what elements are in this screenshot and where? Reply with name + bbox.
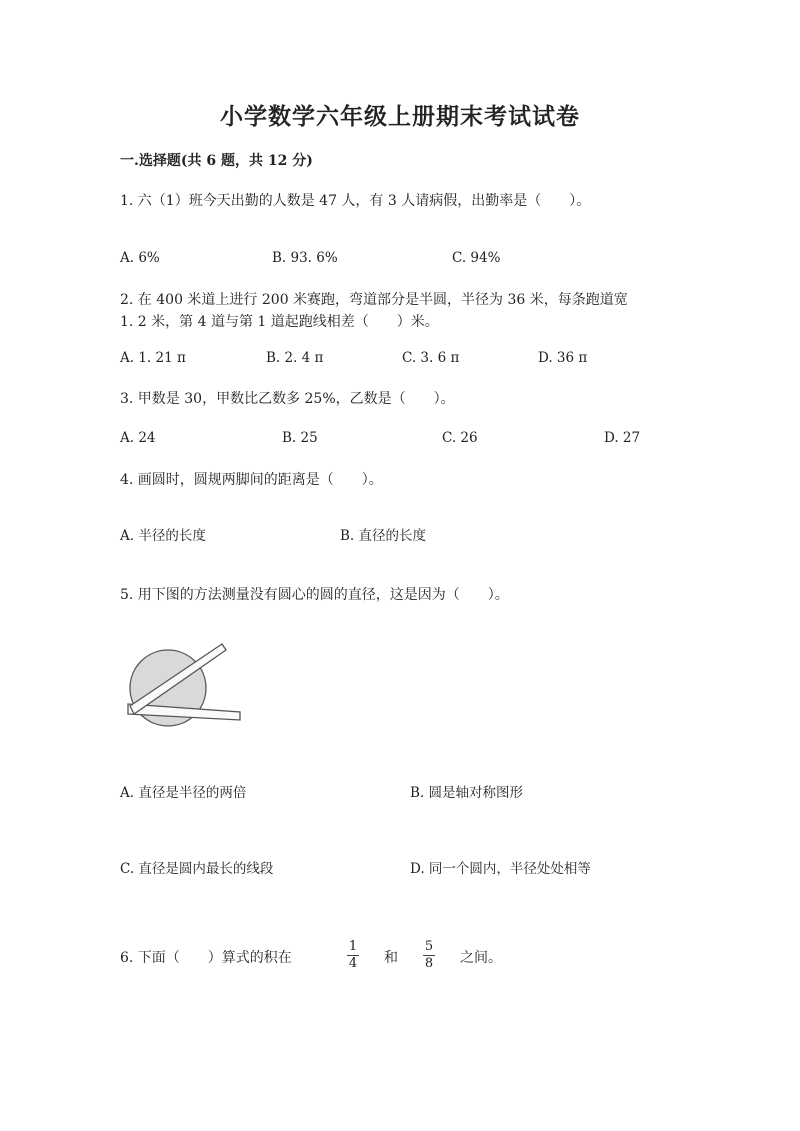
fraction-five-eighths: [422, 939, 436, 972]
question-1-option-a[interactable]: A. 6%: [120, 250, 160, 266]
page-title: 小学数学六年级上册期末考试试卷: [220, 103, 580, 130]
fraction-1-numerator: 1: [348, 939, 358, 954]
question-5-option-d[interactable]: D. 同一个圆内，半径处处相等: [410, 861, 591, 877]
question-2-option-a[interactable]: A. 1. 21 π: [120, 350, 186, 366]
question-1-option-b[interactable]: B. 93. 6%: [272, 250, 338, 266]
question-3-option-b[interactable]: B. 25: [282, 430, 318, 446]
fraction-2-denominator: 8: [424, 956, 434, 971]
question-1-option-c[interactable]: C. 94%: [452, 250, 501, 266]
question-3-option-d[interactable]: D. 27: [604, 430, 641, 446]
question-3-stem: 3. 甲数是 30，甲数比乙数多 25%，乙数是（ ）。: [120, 391, 455, 407]
question-1-stem: 1. 六（1）班今天出勤的人数是 47 人，有 3 人请病假，出勤率是（ ）。: [120, 193, 591, 209]
question-5-option-a[interactable]: A. 直径是半径的两倍: [120, 785, 247, 801]
question-4-option-b[interactable]: B. 直径的长度: [340, 528, 427, 544]
question-2-option-b[interactable]: B. 2. 4 π: [266, 350, 324, 366]
question-5-option-c[interactable]: C. 直径是圆内最长的线段: [120, 861, 274, 877]
question-6-stem-suffix: 之间。: [460, 950, 502, 966]
fraction-one-quarter: [346, 939, 360, 972]
section-heading: 一.选择题(共 6 题，共 12 分): [120, 153, 313, 169]
question-3-option-a[interactable]: A. 24: [120, 430, 156, 446]
question-4-stem: 4. 画圆时，圆规两脚间的距离是（ ）。: [120, 472, 383, 488]
circle-measurement-figure: [126, 640, 250, 740]
question-5-option-b[interactable]: B. 圆是轴对称图形: [410, 785, 524, 801]
question-2-option-c[interactable]: C. 3. 6 π: [402, 350, 460, 366]
fraction-1-denominator: 4: [348, 956, 358, 971]
question-2-stem-line-2: 1. 2 米，第 4 道与第 1 道起跑线相差（ ）米。: [120, 314, 439, 330]
question-3-option-c[interactable]: C. 26: [442, 430, 478, 446]
question-6-connector: 和: [384, 950, 398, 966]
question-5-stem: 5. 用下图的方法测量没有圆心的圆的直径，这是因为（ ）。: [120, 587, 509, 603]
question-6-stem-prefix: 6. 下面（ ）算式的积在: [120, 950, 292, 966]
question-2-option-d[interactable]: D. 36 π: [538, 350, 588, 366]
question-4-option-a[interactable]: A. 半径的长度: [120, 528, 206, 544]
question-2-stem-line-1: 2. 在 400 米道上进行 200 米赛跑，弯道部分是半圆，半径为 36 米，每条跑道宽: [120, 292, 628, 308]
fraction-2-numerator: 5: [424, 939, 434, 954]
